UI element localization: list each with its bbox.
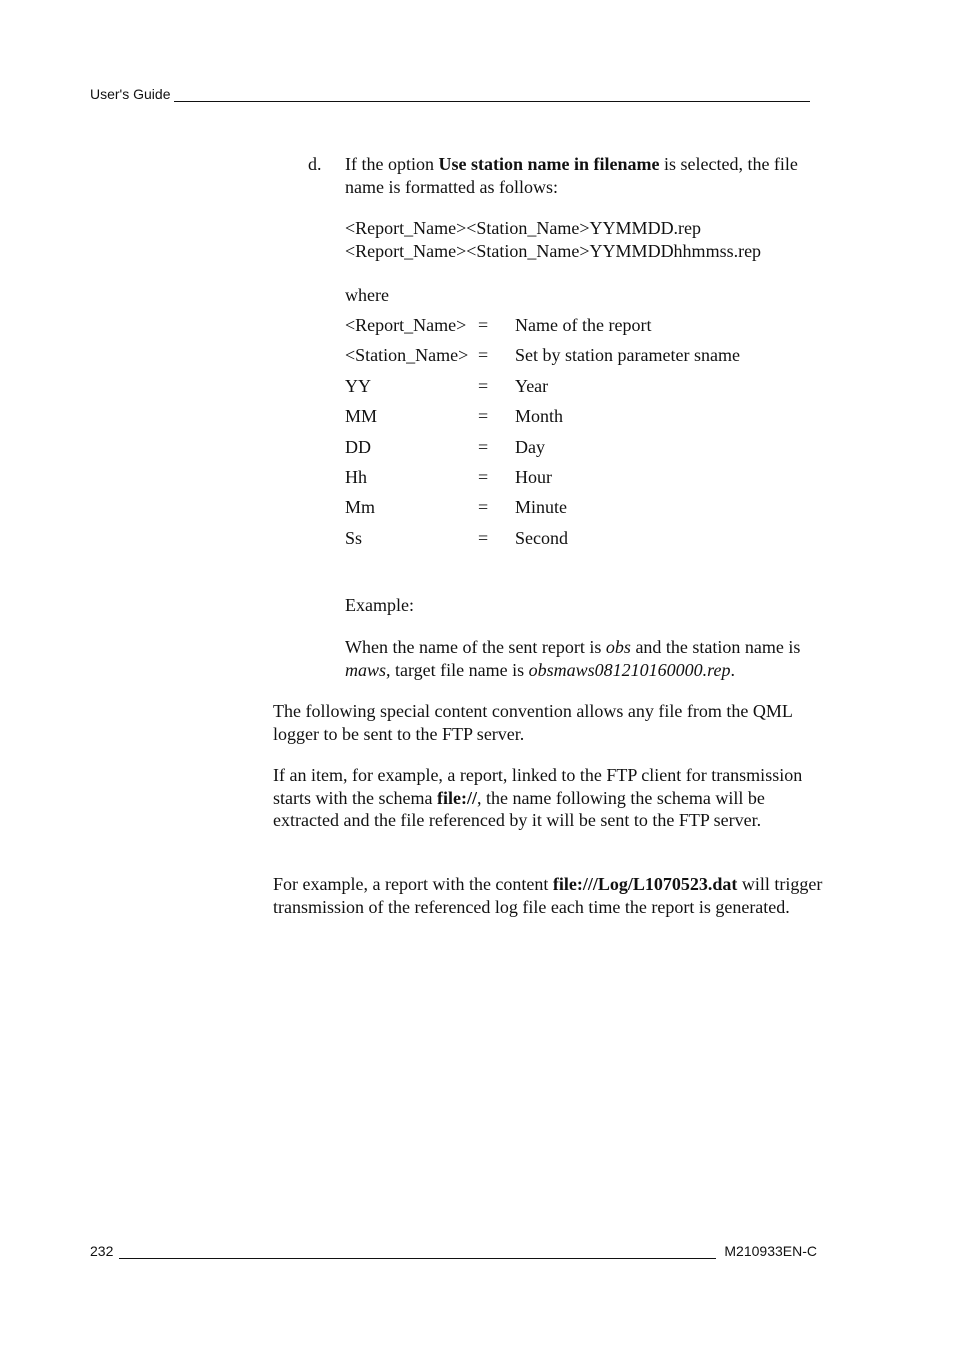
definition-term: Ss	[345, 527, 363, 548]
option-name: Use station name in filename	[438, 154, 660, 174]
definition-meaning: Minute	[515, 497, 567, 518]
example-report-name: obs	[605, 637, 631, 657]
definition-term: <Station_Name>	[345, 345, 469, 366]
definition-row	[345, 527, 740, 557]
definition-meaning: Name of the report	[515, 315, 652, 335]
document-code: M210933EN-C	[724, 1243, 817, 1259]
page-number: 232	[90, 1243, 114, 1259]
example-text	[345, 636, 820, 681]
definition-eq: =	[478, 406, 489, 427]
definition-meaning: Year	[515, 375, 549, 396]
example-station-name: maws	[345, 659, 387, 680]
definition-eq: =	[478, 466, 489, 487]
footer-rule	[119, 1244, 716, 1259]
definition-meaning: Month	[515, 406, 564, 427]
definition-term: <Report_Name>	[345, 315, 467, 335]
definition-row	[345, 466, 740, 496]
definition-eq: =	[478, 375, 489, 396]
paragraph-part: will trigger transmission of the referenced log file each time the report is generated.	[273, 874, 823, 917]
paragraph-part: , the name following the schema will be extracted and the file referenced by it will be sent to the FTP server.	[273, 787, 765, 830]
step-d	[308, 153, 823, 198]
header-rule	[174, 87, 810, 102]
definition-row	[345, 314, 740, 344]
content-example: file:///Log/L1070523.dat	[552, 874, 738, 894]
example-file-name: obsmaws081210160000.rep	[528, 659, 731, 680]
definition-meaning: Second	[515, 527, 568, 548]
format-line: <Report_Name><Station_Name>YYMMDD.rep	[345, 218, 702, 238]
paragraph-schema	[273, 764, 823, 832]
definition-term: YY	[345, 375, 371, 396]
paragraph-part: For example, a report with the content	[273, 874, 553, 894]
definition-term: Mm	[345, 497, 376, 518]
definitions-table	[345, 314, 740, 557]
example-part: , target file name is	[386, 659, 529, 680]
definition-eq: =	[478, 345, 489, 366]
definition-row	[345, 344, 740, 374]
schema-name: file://	[436, 787, 477, 808]
example-part: and the station name is	[630, 637, 801, 657]
definition-meaning: Set by station parameter sname	[515, 345, 740, 366]
definition-meaning: Hour	[515, 466, 552, 487]
page-header	[90, 86, 810, 102]
where-label: where	[345, 285, 389, 305]
definition-eq: =	[478, 527, 489, 548]
filename-formats	[345, 217, 761, 262]
example-part: .	[730, 659, 735, 680]
definition-term: DD	[345, 436, 371, 457]
paragraph-example	[273, 873, 823, 918]
paragraph-convention: The following special content convention allows any file from the QML logger to be sent to the FTP server.	[273, 701, 793, 744]
step-d-intro	[345, 153, 823, 198]
example-part: When the name of the sent report is	[345, 637, 606, 657]
definition-eq: =	[478, 315, 489, 335]
definition-term: MM	[345, 406, 378, 427]
definition-meaning: Day	[515, 436, 545, 457]
intro-text-2: is selected, the file name is formatted as follows:	[345, 154, 798, 197]
page-footer	[90, 1243, 817, 1259]
header-title: User's Guide	[90, 86, 171, 102]
definition-eq: =	[478, 497, 489, 518]
definition-row	[345, 436, 740, 466]
step-letter: d.	[308, 154, 322, 174]
format-line: <Report_Name><Station_Name>YYMMDDhhmmss.rep	[345, 240, 762, 261]
example-label: Example:	[345, 595, 414, 615]
definition-row	[345, 375, 740, 405]
definition-eq: =	[478, 436, 489, 457]
definition-row	[345, 405, 740, 435]
definition-row	[345, 496, 740, 526]
definition-term: Hh	[345, 466, 367, 487]
intro-text-1: If the option	[345, 154, 439, 174]
paragraph-part: If an item, for example, a report, linked to the FTP client for transmission starts with the schema	[273, 765, 803, 808]
